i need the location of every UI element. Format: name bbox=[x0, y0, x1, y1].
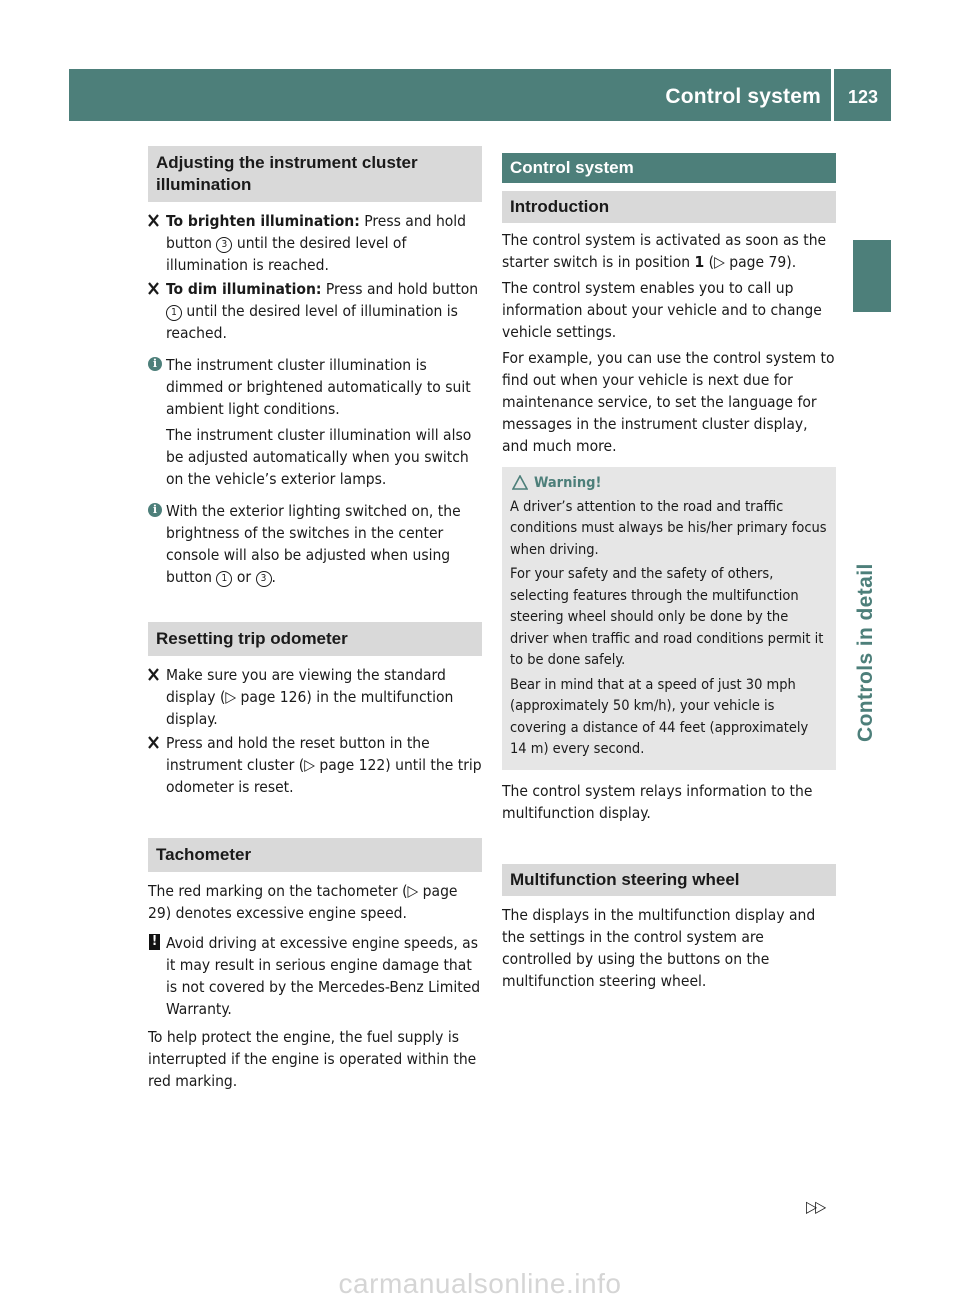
step-dim bbox=[148, 278, 482, 344]
button-number-badge: 1 bbox=[166, 305, 182, 321]
step-arrow-icon bbox=[148, 736, 159, 749]
warning-text: A driver’s attention to the road and traffic conditions must always be his/her primary focus when driving. bbox=[510, 498, 827, 558]
step-text: until the desired level of illumination is reached. bbox=[166, 302, 458, 342]
paragraph: For example, you can use the control system to find out when your vehicle is next due for maintenance service, to set the language for messages in the instrument cluster display, and much more. bbox=[502, 349, 835, 455]
right-column bbox=[502, 153, 836, 996]
section-heading-steering-wheel: Multifunction steering wheel bbox=[502, 864, 836, 896]
info-note-switch-brightness bbox=[148, 500, 482, 588]
note-text: . bbox=[271, 568, 276, 586]
paragraph: The control system relays information to the multifunction display. bbox=[502, 781, 813, 822]
step-text: Press and hold the reset button in the instrument cluster (▷ page 122) until the trip odometer is reset. bbox=[166, 734, 482, 796]
paragraph: The displays in the multifunction display and the settings in the control system are controlled by using the buttons on the multifunction steering wheel. bbox=[502, 905, 816, 990]
section-heading-trip-odometer: Resetting trip odometer bbox=[148, 622, 482, 656]
step-standard-display bbox=[148, 664, 482, 730]
section-heading-tachometer: Tachometer bbox=[148, 838, 482, 872]
warning-text: For your safety and the safety of others, selecting features through the multifunction steering wheel should only be done by the driver when traffic and road conditions permit it to be done safely. bbox=[510, 566, 824, 668]
step-text: Make sure you are viewing the standard display (▷ page 126) in the multifunction display. bbox=[166, 666, 454, 728]
step-text: Press and hold button bbox=[166, 212, 467, 252]
step-label: To dim illumination: bbox=[166, 280, 322, 298]
warning-text: Bear in mind that at a speed of just 30 mph (approximately 50 km/h), your vehicle is covering a distance of 44 feet (approximately 14 m) every second. bbox=[510, 676, 809, 757]
section-heading-illumination: Adjusting the instrument cluster illumination bbox=[148, 146, 482, 202]
step-text: until the desired level of illumination is reached. bbox=[166, 234, 407, 274]
paragraph: To help protect the engine, the fuel supply is interrupted if the engine is operated within the red marking. bbox=[148, 1028, 477, 1090]
step-arrow-icon bbox=[148, 282, 159, 295]
paragraph bbox=[502, 229, 836, 273]
caution-note bbox=[148, 932, 482, 1020]
info-note-auto-dim bbox=[148, 354, 482, 490]
step-brighten bbox=[148, 210, 482, 276]
chapter-heading: Control system bbox=[502, 153, 836, 183]
page-title: Control system bbox=[665, 85, 821, 108]
caution-icon: ! bbox=[149, 934, 160, 950]
site-watermark: carmanualsonline.info bbox=[338, 1268, 622, 1299]
page-number: 123 bbox=[847, 87, 879, 107]
warning-heading bbox=[510, 473, 828, 495]
button-number-badge: 3 bbox=[256, 571, 272, 587]
chapter-label: Controls in detail bbox=[854, 563, 877, 742]
note-text: Avoid driving at excessive engine speeds, as it may result in serious engine damage that is not covered by the Mercedes-Benz Limited Warranty. bbox=[166, 934, 481, 1018]
switch-position: 1 bbox=[694, 253, 705, 271]
info-icon: i bbox=[148, 357, 162, 371]
paragraph-text: (▷ page 79). bbox=[704, 253, 797, 271]
warning-box bbox=[502, 467, 836, 770]
continue-arrows-icon: ▷▷ bbox=[806, 1197, 825, 1216]
note-text: The instrument cluster illumination will also be adjusted automatically when you switch on the vehicle’s exterior lamps. bbox=[166, 426, 472, 488]
left-column bbox=[148, 146, 482, 1096]
note-text: or bbox=[232, 568, 256, 586]
paragraph: The red marking on the tachometer (▷ page 29) denotes excessive engine speed. bbox=[148, 882, 458, 922]
step-reset-button bbox=[148, 732, 482, 798]
step-arrow-icon bbox=[148, 214, 159, 227]
step-arrow-icon bbox=[148, 668, 159, 681]
button-number-badge: 3 bbox=[216, 237, 232, 253]
paragraph: The control system enables you to call up information about your vehicle and to change vehicle settings. bbox=[502, 279, 822, 341]
button-number-badge: 1 bbox=[216, 571, 232, 587]
page-header bbox=[69, 69, 891, 121]
note-text: The instrument cluster illumination is dimmed or brightened automatically to suit ambient light conditions. bbox=[166, 356, 471, 418]
step-label: To brighten illumination: bbox=[166, 212, 360, 230]
info-icon: i bbox=[148, 503, 162, 517]
side-tab-marker bbox=[853, 240, 891, 312]
paragraph-text: The control system is activated as soon as the starter switch is in position bbox=[502, 231, 827, 271]
section-heading-introduction: Introduction bbox=[502, 191, 836, 223]
warning-title: Warning! bbox=[534, 475, 602, 491]
warning-triangle-icon bbox=[512, 475, 528, 490]
note-text: With the exterior lighting switched on, the brightness of the switches in the center console will also be adjusted when using button bbox=[166, 502, 461, 586]
step-text: Press and hold button bbox=[321, 280, 479, 298]
header-divider bbox=[831, 69, 834, 121]
